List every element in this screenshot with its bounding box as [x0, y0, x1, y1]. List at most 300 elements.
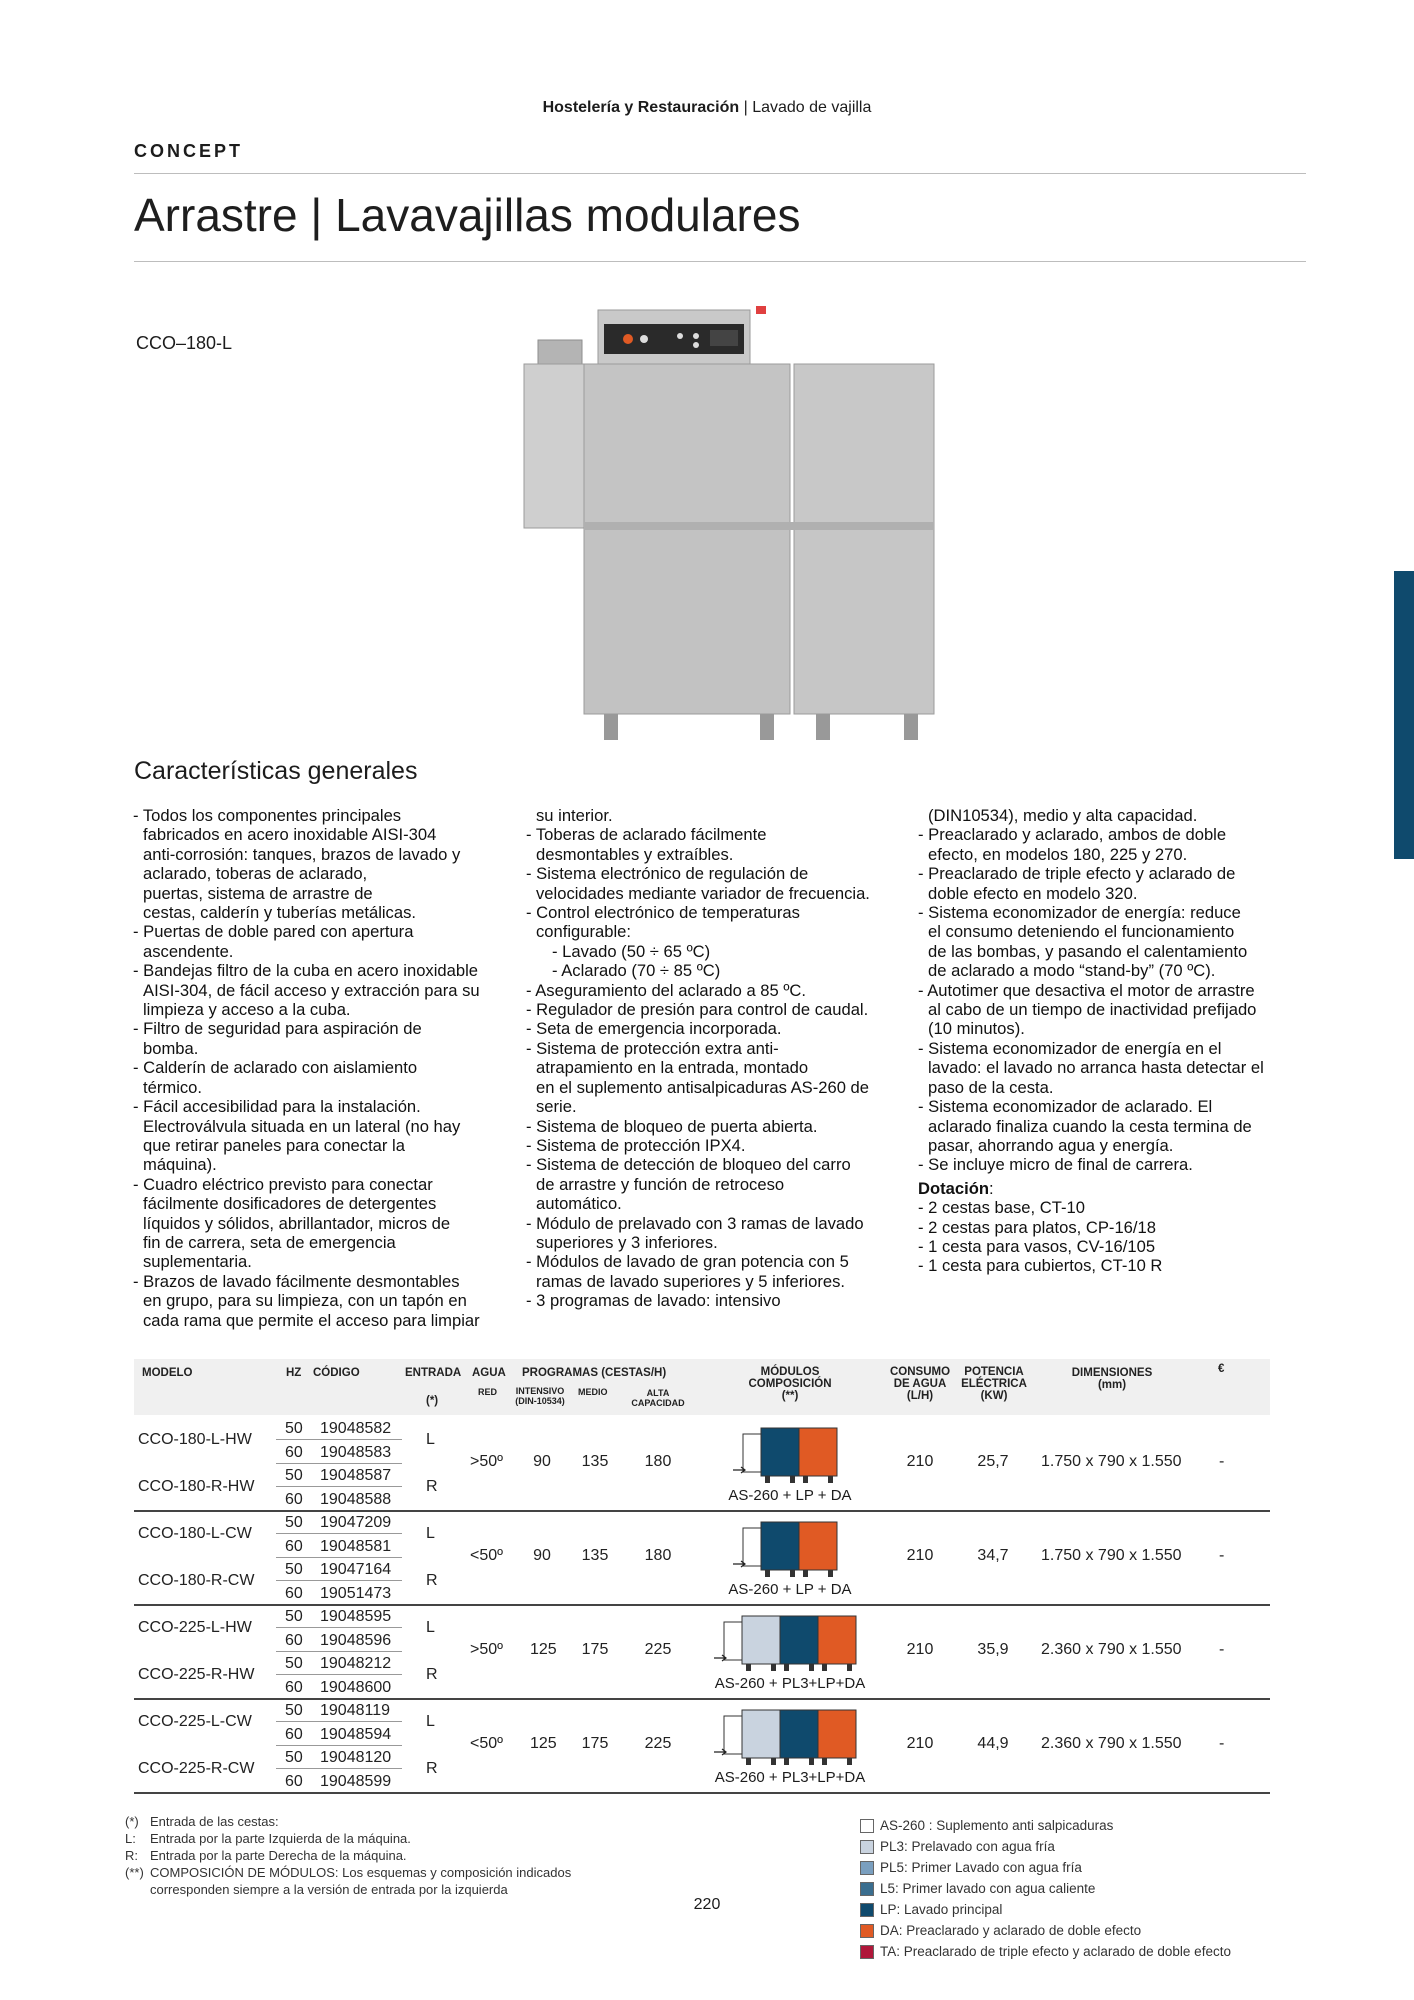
th-alta-label: ALTA — [646, 1388, 670, 1398]
module-foot — [746, 1758, 751, 1765]
legend-swatch — [860, 1819, 874, 1833]
entrada-value: R — [426, 1760, 438, 1777]
header-category: Lavado de vajilla — [752, 99, 872, 116]
legend-item — [860, 1878, 1231, 1899]
legend-swatch — [860, 1840, 874, 1854]
feature-line: - Sistema economizador de aclarado. El — [918, 1097, 1213, 1117]
code-value: 19048581 — [320, 1537, 392, 1555]
hz-value: 50 — [285, 1655, 303, 1672]
header-breadcrumb — [0, 99, 1414, 117]
footnote-row — [125, 1813, 571, 1830]
entrada-value: R — [426, 1666, 438, 1683]
footnote-key: R: — [125, 1848, 138, 1863]
feature-line: atrapamiento en la entrada, montado — [536, 1058, 809, 1078]
feature-line: AISI-304, de fácil acceso y extracción para su — [143, 980, 480, 1000]
code-value: 19048599 — [320, 1772, 392, 1790]
brand-label: CONCEPT — [134, 141, 244, 161]
legend-item — [860, 1836, 1231, 1857]
module-foot — [790, 1476, 795, 1483]
module-block — [818, 1710, 856, 1758]
th-dimensiones-unit: (mm) — [1097, 1379, 1127, 1391]
potencia-value: 44,9 — [977, 1735, 1009, 1752]
dotacion-list — [918, 1198, 1278, 1276]
legend-label: AS-260 : Suplemento anti salpicaduras — [880, 1818, 1114, 1833]
feature-line: líquidos y sólidos, abrillantador, micros de — [143, 1213, 451, 1233]
code-underline — [276, 1651, 402, 1652]
agua-value: <50º — [470, 1547, 503, 1564]
hz-value: 60 — [285, 1678, 303, 1696]
alta-value: 225 — [644, 1641, 672, 1658]
feature-line: lavado: el lavado no arranca hasta detectar el — [928, 1058, 1264, 1078]
feature-line: desmontables y extraíbles. — [536, 844, 734, 864]
feature-line: paso de la cesta. — [928, 1077, 1054, 1097]
side-tab-marker — [1394, 571, 1414, 859]
feature-line: - Módulos de lavado de gran potencia con 5 — [526, 1252, 849, 1272]
module-foot — [828, 1476, 833, 1483]
feature-line: al cabo de un tiempo de inactividad prefijado — [928, 1000, 1257, 1020]
th-codigo: CÓDIGO — [313, 1367, 360, 1379]
th-composicion-label: COMPOSICIÓN — [748, 1378, 832, 1390]
th-dimensiones-label: DIMENSIONES — [1071, 1367, 1153, 1379]
module-foot — [822, 1664, 827, 1671]
potencia-value: 35,9 — [977, 1641, 1009, 1658]
feature-line: - Todos los componentes principales — [133, 806, 402, 825]
precio-value: - — [1219, 1735, 1225, 1752]
hz-value: 50 — [285, 1749, 303, 1766]
dimensiones-value: 1.750 x 790 x 1.550 — [1041, 1453, 1182, 1470]
feature-line: máquina). — [143, 1155, 217, 1175]
module-block — [818, 1616, 856, 1664]
feature-line: fácilmente dosificadores de detergentes — [143, 1194, 437, 1214]
th-consumo-label: CONSUMO — [889, 1366, 951, 1378]
feature-line: - 3 programas de lavado: intensivo — [526, 1291, 781, 1311]
feature-line: - Puertas de doble pared con apertura — [133, 922, 414, 942]
dimensiones-value: 1.750 x 790 x 1.550 — [1041, 1547, 1182, 1564]
feature-line: puertas, sistema de arrastre de — [143, 883, 373, 903]
consumo-value: 210 — [906, 1641, 934, 1658]
group-separator — [134, 1792, 1270, 1794]
legend-label: TA: Preaclarado de triple efecto y aclarado de doble efecto — [880, 1944, 1231, 1959]
feature-line: cada rama que permite el acceso para limpiar — [143, 1310, 480, 1330]
divider — [134, 261, 1306, 262]
potencia-value: 34,7 — [977, 1547, 1009, 1564]
hz-value: 50 — [285, 1467, 303, 1484]
th-potencia-label-2: ELÉCTRICA — [961, 1378, 1027, 1390]
code-underline — [276, 1533, 402, 1534]
module-foot — [771, 1758, 776, 1765]
module-block — [761, 1522, 799, 1570]
code-underline — [276, 1486, 402, 1487]
legend-swatch — [860, 1945, 874, 1959]
header-section: Hostelería y Restauración — [542, 99, 740, 116]
alta-value: 180 — [644, 1453, 672, 1470]
feature-line: - Regulador de presión para control de caudal. — [526, 1000, 869, 1020]
footnote-key: (**) — [125, 1865, 144, 1880]
footnote-text: Entrada por la parte Derecha de la máquina. — [150, 1848, 407, 1863]
group-separator — [134, 1604, 1270, 1606]
medio-value: 135 — [581, 1547, 609, 1564]
th-entrada: ENTRADA — [405, 1367, 462, 1379]
module-block — [799, 1522, 837, 1570]
th-consumo-label-2: DE AGUA — [893, 1378, 947, 1390]
feature-line: - Preaclarado de triple efecto y aclarado de — [918, 864, 1236, 884]
dotacion-colon: : — [989, 1178, 994, 1198]
footnotes — [125, 1813, 571, 1898]
feature-line: - Autotimer que desactiva el motor de arrastre — [918, 980, 1255, 1000]
code-underline — [276, 1557, 402, 1558]
model-name: CCO-225-L-CW — [138, 1713, 252, 1730]
legend-swatch — [860, 1924, 874, 1938]
footnote-key: L: — [125, 1831, 136, 1846]
feature-line: - Aclarado (70 ÷ 85 ºC) — [552, 961, 721, 981]
module-foot — [847, 1758, 852, 1765]
footnote-text: COMPOSICIÓN DE MÓDULOS: Los esquemas y composición indicados — [150, 1865, 572, 1880]
precio-value: - — [1219, 1547, 1225, 1564]
intensivo-value: 125 — [530, 1641, 557, 1658]
th-consumo — [884, 1366, 956, 1402]
dimensiones-value: 2.360 x 790 x 1.550 — [1041, 1735, 1182, 1752]
module-foot — [771, 1664, 776, 1671]
alta-value: 225 — [644, 1735, 672, 1752]
entrada-value: R — [426, 1478, 438, 1495]
dotacion-heading — [918, 1179, 1278, 1198]
hz-value: 60 — [285, 1631, 303, 1649]
legend-swatch — [860, 1861, 874, 1875]
module-diagram — [712, 1706, 868, 1770]
consumo-value: 210 — [906, 1453, 934, 1470]
entrada-value: L — [426, 1431, 435, 1448]
th-potencia-unit: (KW) — [980, 1390, 1008, 1402]
module-block — [742, 1616, 780, 1664]
hz-value: 60 — [285, 1537, 303, 1555]
entry-arrow-icon — [714, 1749, 726, 1755]
feature-line: - Se incluye micro de final de carrera. — [918, 1155, 1193, 1175]
module-block — [742, 1710, 780, 1758]
legend-label: PL3: Prelavado con agua fría — [880, 1839, 1055, 1854]
alta-value: 180 — [644, 1547, 672, 1564]
hz-value: 50 — [285, 1514, 303, 1531]
module-as260 — [724, 1716, 742, 1754]
th-potencia — [956, 1366, 1032, 1402]
feature-line: pasar, ahorrando agua y energía. — [928, 1135, 1174, 1155]
legend-swatch — [860, 1903, 874, 1917]
hz-value: 50 — [285, 1561, 303, 1578]
code-underline — [276, 1768, 402, 1769]
footnote-row — [125, 1830, 571, 1847]
feature-line: en grupo, para su limpieza, con un tapón en — [143, 1291, 467, 1311]
module-foot — [809, 1758, 814, 1765]
code-value: 19048120 — [320, 1749, 392, 1766]
code-value: 19051473 — [320, 1584, 392, 1602]
feature-line: configurable: — [536, 922, 632, 942]
agua-value: >50º — [470, 1453, 503, 1470]
feature-line: - Lavado (50 ÷ 65 ºC) — [552, 941, 711, 961]
dotacion-item: - 1 cesta para cubiertos, CT-10 R — [918, 1256, 1163, 1276]
footnote-text: Entrada de las cestas: — [150, 1814, 279, 1829]
feature-line: (DIN10534), medio y alta capacidad. — [928, 806, 1198, 825]
hz-value: 50 — [285, 1608, 303, 1625]
feature-line: - Seta de emergencia incorporada. — [526, 1019, 782, 1039]
model-name: CCO-180-R-HW — [138, 1478, 255, 1495]
header-separator: | — [743, 99, 748, 116]
feature-line: - Fácil accesibilidad para la instalación. — [133, 1097, 421, 1117]
module-as260 — [743, 1434, 761, 1472]
medio-value: 135 — [581, 1453, 609, 1470]
code-value: 19048596 — [320, 1631, 392, 1649]
entrada-value: R — [426, 1572, 438, 1589]
intensivo-value: 125 — [530, 1735, 557, 1752]
composition-label: AS-260 + LP + DA — [728, 1487, 852, 1504]
th-modelo: MODELO — [142, 1367, 193, 1379]
model-name: CCO-180-L-CW — [138, 1525, 252, 1542]
th-modulos — [740, 1366, 840, 1402]
feature-line: - Sistema de protección extra anti- — [526, 1038, 779, 1058]
composition-label: AS-260 + PL3+LP+DA — [714, 1769, 866, 1786]
code-underline — [276, 1463, 402, 1464]
group-separator — [134, 1510, 1270, 1512]
feature-line: - Control electrónico de temperaturas — [526, 903, 800, 923]
group-separator — [134, 1698, 1270, 1700]
footnote-key: (*) — [125, 1814, 139, 1829]
entrada-value: L — [426, 1525, 435, 1542]
feature-line: - Filtro de seguridad para aspiración de — [133, 1019, 422, 1039]
module-foot — [784, 1758, 789, 1765]
feature-line: - Calderín de aclarado con aislamiento — [133, 1058, 418, 1078]
module-legend — [860, 1815, 1231, 1962]
model-name: CCO-225-L-HW — [138, 1619, 252, 1636]
code-value: 19048212 — [320, 1655, 392, 1672]
legend-label: DA: Preaclarado y aclarado de doble efecto — [880, 1923, 1142, 1938]
precio-value: - — [1219, 1453, 1225, 1470]
feature-line: fabricados en acero inoxidable AISI-304 — [143, 825, 437, 845]
code-value: 19048594 — [320, 1725, 392, 1743]
feature-line: Electroválvula situada en un lateral (no hay — [143, 1116, 461, 1136]
module-diagram — [731, 1518, 849, 1582]
feature-line: fin de carrera, seta de emergencia — [143, 1232, 396, 1252]
composition-label: AS-260 + LP + DA — [728, 1581, 852, 1598]
module-block — [780, 1710, 818, 1758]
code-value: 19047209 — [320, 1514, 392, 1531]
feature-line: cestas, calderín y tuberías metálicas. — [143, 903, 416, 923]
hz-value: 60 — [285, 1584, 303, 1602]
entry-arrow-icon — [714, 1655, 726, 1661]
th-programas: PROGRAMAS (CESTAS/H) — [522, 1367, 667, 1379]
feature-line: - Módulo de prelavado con 3 ramas de lavado — [526, 1213, 864, 1233]
module-foot — [822, 1758, 827, 1765]
code-underline — [276, 1721, 402, 1722]
dotacion-item: - 1 cesta para vasos, CV-16/105 — [918, 1236, 1156, 1256]
feature-line: - Bandejas filtro de la cuba en acero inoxidable — [133, 961, 479, 981]
th-entrada-note: (*) — [426, 1395, 439, 1407]
features-column-1 — [133, 806, 495, 1330]
th-intensivo-label: INTENSIVO — [515, 1386, 565, 1396]
code-value: 19048600 — [320, 1678, 392, 1696]
feature-line: ramas de lavado superiores y 5 inferiores. — [536, 1271, 845, 1291]
hz-value: 60 — [285, 1725, 303, 1743]
footnote-text: corresponden siempre a la versión de entrada por la izquierda — [150, 1882, 508, 1897]
feature-line: en el suplemento antisalpicaduras AS-260 de — [536, 1077, 870, 1097]
agua-value: >50º — [470, 1641, 503, 1658]
module-foot — [803, 1476, 808, 1483]
legend-label: L5: Primer lavado con agua caliente — [880, 1881, 1096, 1896]
hz-value: 60 — [285, 1490, 303, 1508]
code-underline — [276, 1580, 402, 1581]
feature-line: anti-corrosión: tanques, brazos de lavado y — [143, 844, 461, 864]
module-foot — [790, 1570, 795, 1577]
consumo-value: 210 — [906, 1735, 934, 1752]
feature-line: suplementaria. — [143, 1252, 252, 1272]
hz-value: 50 — [285, 1420, 303, 1437]
th-consumo-unit: (L/H) — [906, 1390, 934, 1402]
feature-line: - Sistema economizador de energía: reduce — [918, 903, 1241, 923]
th-medio: MEDIO — [578, 1387, 608, 1397]
code-value: 19048595 — [320, 1608, 392, 1625]
feature-line: su interior. — [536, 806, 613, 825]
th-alta — [624, 1388, 692, 1408]
feature-line: - Sistema economizador de energía en el — [918, 1038, 1222, 1058]
dotacion-item: - 2 cestas base, CT-10 — [918, 1198, 1085, 1218]
entry-arrow-icon — [733, 1561, 745, 1567]
feature-line: doble efecto en modelo 320. — [928, 883, 1138, 903]
model-name: CCO-225-R-HW — [138, 1666, 255, 1683]
feature-line: - Aseguramiento del aclarado a 85 ºC. — [526, 980, 807, 1000]
code-value: 19048583 — [320, 1443, 392, 1461]
entrada-value: L — [426, 1713, 435, 1730]
dishwasher-image — [520, 300, 940, 750]
dotacion-title: Dotación — [918, 1178, 989, 1198]
legend-item — [860, 1815, 1231, 1836]
module-foot — [746, 1664, 751, 1671]
code-value: 19048119 — [320, 1702, 390, 1719]
module-foot — [765, 1570, 770, 1577]
feature-line: superiores y 3 inferiores. — [536, 1232, 718, 1252]
feature-line: de aclarado a modo “stand-by” (70 ºC). — [928, 961, 1216, 981]
code-value: 19048588 — [320, 1490, 392, 1508]
feature-line: - Preaclarado y aclarado, ambos de doble — [918, 825, 1227, 845]
agua-value: <50º — [470, 1735, 503, 1752]
dotacion-item: - 2 cestas para platos, CP-16/18 — [918, 1217, 1156, 1237]
feature-line: automático. — [536, 1194, 622, 1214]
feature-line: - Sistema de protección IPX4. — [526, 1135, 746, 1155]
th-agua-red: RED — [478, 1387, 498, 1397]
code-value: 19048587 — [320, 1467, 392, 1484]
feature-line: limpieza y acceso a la cuba. — [143, 1000, 351, 1020]
composition-label: AS-260 + PL3+LP+DA — [714, 1675, 866, 1692]
features-column-3 — [918, 806, 1278, 1276]
module-foot — [809, 1664, 814, 1671]
th-dimensiones — [1062, 1367, 1162, 1391]
module-block — [761, 1428, 799, 1476]
module-foot — [828, 1570, 833, 1577]
module-diagram — [712, 1612, 868, 1676]
th-modulos-label: MÓDULOS — [760, 1366, 820, 1378]
feature-line: serie. — [536, 1097, 577, 1117]
features-title: Características generales — [134, 757, 418, 785]
medio-value: 175 — [581, 1735, 609, 1752]
consumo-value: 210 — [906, 1547, 934, 1564]
module-foot — [784, 1664, 789, 1671]
feature-line: - Toberas de aclarado fácilmente — [526, 825, 767, 845]
feature-line: ascendente. — [143, 941, 234, 961]
legend-item — [860, 1857, 1231, 1878]
product-model-label: CCO–180-L — [136, 333, 233, 353]
module-as260 — [743, 1528, 761, 1566]
code-underline — [276, 1745, 402, 1746]
legend-item — [860, 1899, 1231, 1920]
feature-line: que retirar paneles para conectar la — [143, 1135, 405, 1155]
intensivo-value: 90 — [533, 1547, 551, 1564]
dimensiones-value: 2.360 x 790 x 1.550 — [1041, 1641, 1182, 1658]
footnote-row — [125, 1864, 571, 1881]
feature-line: - Brazos de lavado fácilmente desmontables — [133, 1271, 460, 1291]
footnote-row — [125, 1847, 571, 1864]
page-title: Arrastre | Lavavajillas modulares — [134, 189, 801, 241]
module-block — [780, 1616, 818, 1664]
feature-line: térmico. — [143, 1077, 203, 1097]
intensivo-value: 90 — [533, 1453, 551, 1470]
model-name: CCO-180-R-CW — [138, 1572, 255, 1589]
hz-value: 60 — [285, 1443, 303, 1461]
divider — [134, 173, 1306, 174]
feature-line: de las bombas, y pasando el calentamiento — [928, 941, 1248, 961]
code-underline — [276, 1439, 402, 1440]
model-name: CCO-180-L-HW — [138, 1431, 252, 1448]
module-foot — [765, 1476, 770, 1483]
code-value: 19048582 — [320, 1420, 392, 1437]
legend-item — [860, 1920, 1231, 1941]
th-agua: AGUA — [472, 1367, 506, 1379]
features-column-2 — [526, 806, 882, 1311]
entry-arrow-icon — [733, 1467, 745, 1473]
module-as260 — [724, 1622, 742, 1660]
th-hz: HZ — [286, 1367, 302, 1379]
feature-line: de arrastre y función de retroceso — [536, 1174, 785, 1194]
code-value: 19047164 — [320, 1561, 392, 1578]
feature-line: - Sistema de bloqueo de puerta abierta. — [526, 1116, 818, 1136]
feature-line: (10 minutos). — [928, 1019, 1025, 1039]
th-precio: € — [1218, 1363, 1225, 1375]
th-intensivo — [512, 1386, 568, 1406]
legend-label: PL5: Primer Lavado con agua fría — [880, 1860, 1082, 1875]
page-number: 220 — [693, 1896, 721, 1913]
module-block — [799, 1428, 837, 1476]
potencia-value: 25,7 — [977, 1453, 1009, 1470]
feature-line: velocidades mediante variador de frecuencia. — [536, 883, 870, 903]
feature-line: el consumo deteniendo el funcionamiento — [928, 922, 1235, 942]
module-diagram — [731, 1424, 849, 1488]
legend-label: LP: Lavado principal — [880, 1902, 1003, 1917]
legend-swatch — [860, 1882, 874, 1896]
code-underline — [276, 1674, 402, 1675]
feature-line: efecto, en modelos 180, 225 y 270. — [928, 844, 1188, 864]
feature-line: - Sistema electrónico de regulación de — [526, 864, 809, 884]
th-modulos-note: (**) — [781, 1390, 799, 1402]
th-alta-sub: CAPACIDAD — [631, 1398, 685, 1408]
hz-value: 50 — [285, 1702, 303, 1719]
feature-line: aclarado finaliza cuando la cesta termina de — [928, 1116, 1252, 1136]
footnote-text: Entrada por la parte Izquierda de la máquina. — [150, 1831, 411, 1846]
medio-value: 175 — [581, 1641, 609, 1658]
feature-line: bomba. — [143, 1038, 199, 1058]
feature-line: - Cuadro eléctrico previsto para conectar — [133, 1174, 433, 1194]
hz-value: 60 — [285, 1772, 303, 1790]
th-intensivo-sub: (DIN-10534) — [515, 1396, 565, 1406]
feature-line: aclarado, toberas de aclarado, — [143, 864, 368, 884]
code-underline — [276, 1627, 402, 1628]
module-foot — [803, 1570, 808, 1577]
entrada-value: L — [426, 1619, 435, 1636]
module-foot — [847, 1664, 852, 1671]
